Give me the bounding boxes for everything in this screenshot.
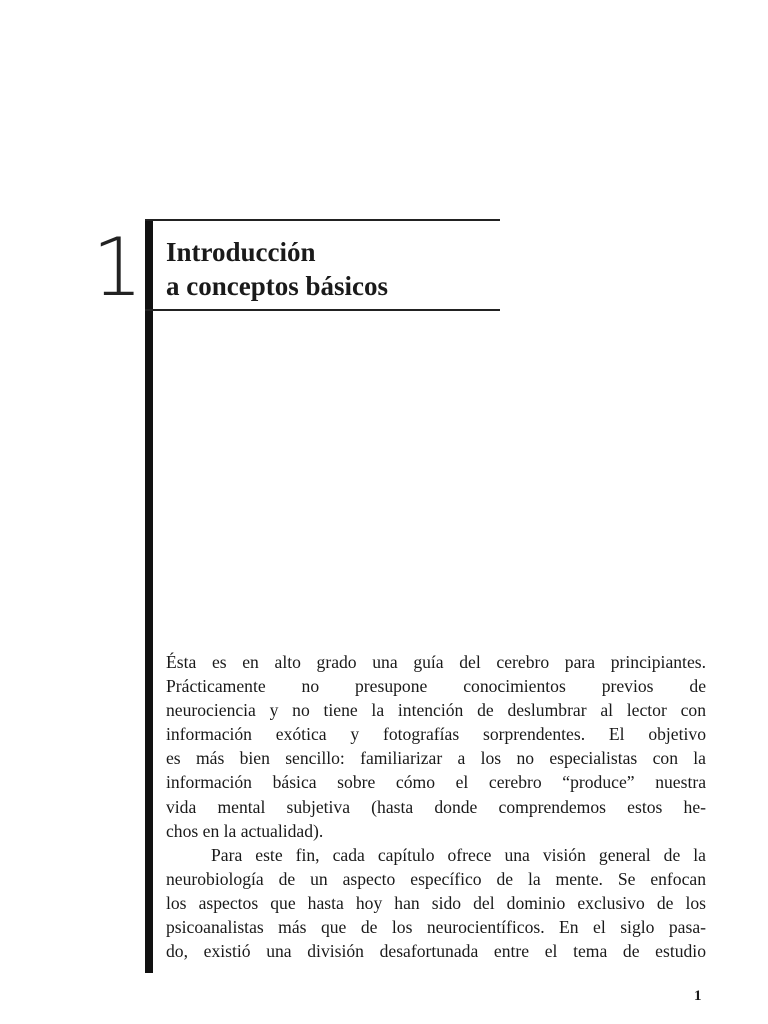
paragraph-line: psicoanalistas más que de los neurocientíficos. En el siglo pasa- <box>166 917 706 938</box>
paragraph-line: información exótica y fotografías sorprendentes. El objetivo <box>166 724 706 745</box>
paragraph-line: vida mental subjetiva (hasta donde comprendemos estos he- <box>166 796 706 817</box>
paragraph-line: do, existió una división desafortunada entre el tema de estudio <box>166 941 706 962</box>
title-rule-top <box>145 219 500 221</box>
paragraph-line: información básica sobre cómo el cerebro “produce” nuestra <box>166 772 706 793</box>
paragraph-line: Ésta es en alto grado una guía del cerebro para principiantes. <box>166 652 706 672</box>
chapter-title-line-1: Introducción <box>166 237 316 267</box>
paragraph-line: Prácticamente no presupone conocimientos previos de <box>166 676 706 697</box>
paragraph-line: los aspectos que hasta hoy han sido del dominio exclusivo de los <box>166 892 706 913</box>
paragraph-line: es más bien sencillo: familiarizar a los no especialistas con la <box>166 748 706 769</box>
paragraph-line: neurociencia y no tiene la intención de deslumbrar al lector con <box>166 700 706 721</box>
chapter-title-line-2: a conceptos básicos <box>166 271 388 301</box>
title-rule-bottom <box>145 309 500 311</box>
paragraph-2 <box>166 843 706 963</box>
chapter-title <box>166 235 388 303</box>
paragraph-1 <box>166 650 706 843</box>
paragraph-line: chos en la actualidad). <box>166 820 324 841</box>
page-number: 1 <box>694 988 702 1004</box>
chapter-vertical-rule <box>145 219 153 973</box>
chapter-number: 1 <box>92 221 141 314</box>
body-text <box>166 650 706 963</box>
paragraph-line: neurobiología de un aspecto específico de la mente. Se enfocan <box>166 868 706 889</box>
paragraph-line: Para este fin, cada capítulo ofrece una visión general de la <box>211 844 706 865</box>
